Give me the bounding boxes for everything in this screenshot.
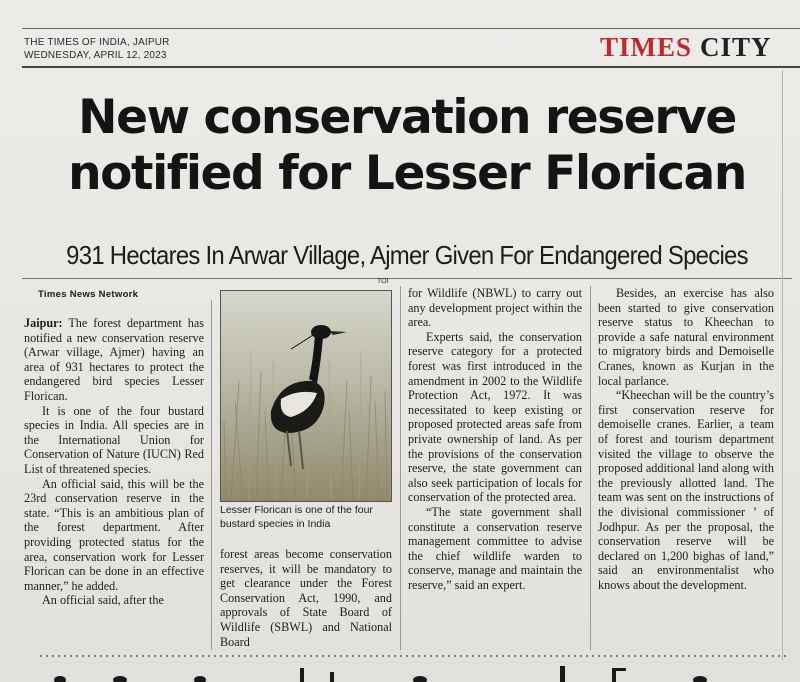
paragraph: forest areas become conservation reserves, it will be mandatory to get clearance under the Forest Conservation Act, 1990, and approvals of State Board of Wildlife (SBWL) and National Board bbox=[220, 547, 392, 649]
paragraph: “Kheechan will be the country’s first conservation reserve for demoiselle cranes. Earlier, a team of forest and tourism department visited the village to observe the proposed additional land along with the previously allotted land. The team was sent on the instructions of the divisional commissioner ’ of Jodhpur. As per the proposal, the conservation reserve will be declared on 1,200 bighas of land,” said an environmentalist who knows about the development. bbox=[598, 388, 774, 592]
column-divider bbox=[211, 300, 212, 650]
subheadline: 931 Hectares In Arwar Village, Ajmer Given For Endangered Species bbox=[66, 240, 748, 270]
lesser-florican-photo bbox=[220, 290, 392, 502]
photo-credit: TOI bbox=[377, 278, 389, 285]
brand-city: CITY bbox=[700, 32, 772, 62]
brand-times: TIMES bbox=[600, 32, 693, 62]
column-2 bbox=[220, 547, 392, 649]
paragraph-text: The forest department has notified a new conservation reserve (Arwar village, Ajmer) having an area of 931 hectares to protect the endangered bird species Lesser Florican. bbox=[24, 316, 204, 403]
column-3 bbox=[408, 286, 582, 592]
dateline: Jaipur: bbox=[24, 316, 63, 330]
subhead-rule bbox=[22, 278, 792, 279]
issue-date: WEDNESDAY, APRIL 12, 2023 bbox=[24, 50, 167, 61]
photo-caption: Lesser Florican is one of the four bustard species in India bbox=[220, 504, 373, 530]
column-1 bbox=[24, 316, 204, 608]
page-edge-rule bbox=[782, 70, 783, 660]
paragraph: An official said, this will be the 23rd conservation reserve in the state. “This is an ambitious plan of the forest department. After providing protected status for the area, conservation work for Lesser Florican can be done in an effective manner,” he added. bbox=[24, 476, 204, 593]
section-brand bbox=[600, 32, 772, 63]
headline-line-1: New conservation reserve bbox=[78, 90, 736, 145]
column-divider bbox=[590, 286, 591, 650]
column-divider bbox=[400, 286, 401, 650]
paragraph: It is one of the four bustard species in India. All species are in the International Union for Conservation of Nature (IUCN) Red List of threatened species. bbox=[24, 403, 204, 476]
paragraph: Experts said, the conservation reserve category for a protected forest was first introduced in the amendment in 2002 to the Wildlife Protection Act, 1972. It was necessitated to keep existing or proposed protected areas safe from private ownership of land. As per the provisions of the conservation reserve, the state government can also seek participation of locals for conservation of the protected area. bbox=[408, 329, 582, 505]
paragraph bbox=[24, 316, 204, 404]
top-rule bbox=[22, 28, 800, 29]
paragraph: Besides, an exercise has also been started to give conservation reserve status to Kheechan to provide a safe natural environment to migratory birds and Demoiselle Cranes, known as Kurjan in the local parlance. bbox=[598, 286, 774, 388]
column-4 bbox=[598, 286, 774, 592]
headline bbox=[22, 90, 792, 202]
paragraph: for Wildlife (NBWL) to carry out any development project within the area. bbox=[408, 286, 582, 330]
masthead-info bbox=[24, 36, 170, 62]
next-headline-fragment bbox=[0, 664, 800, 682]
paragraph: An official said, after the bbox=[42, 593, 164, 608]
masthead-rule bbox=[22, 66, 800, 68]
bird-illustration bbox=[221, 291, 391, 501]
dotted-separator bbox=[38, 654, 788, 658]
paper-name: THE TIMES OF INDIA, JAIPUR bbox=[24, 37, 170, 48]
headline-line-2: notified for Lesser Florican bbox=[68, 146, 746, 201]
paragraph: “The state government shall constitute a conservation reserve management committee to advise the chief wildlife warden to conserve, manage and maintain the reserve,” said an expert. bbox=[408, 504, 582, 592]
byline: Times News Network bbox=[38, 289, 139, 300]
next-story-fragment bbox=[0, 664, 800, 682]
